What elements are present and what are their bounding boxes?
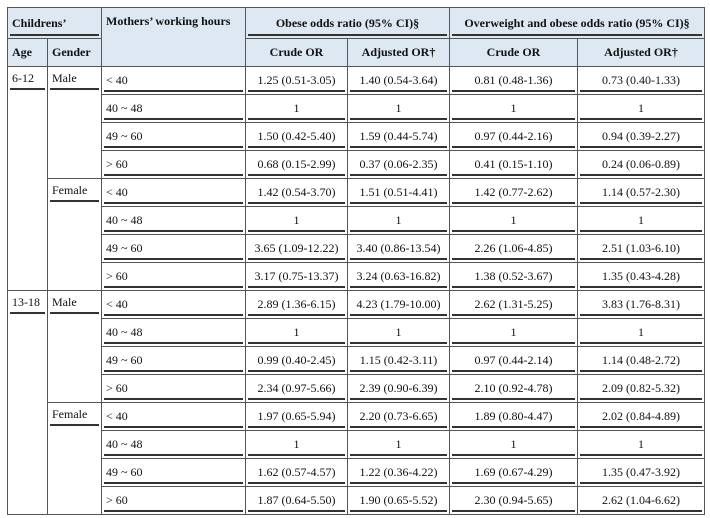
cell-value: 1	[395, 213, 402, 227]
obese-adjusted-or-cell	[348, 347, 450, 375]
gender-cell	[48, 67, 102, 179]
overweight-crude-or-cell	[450, 263, 578, 291]
cell-value: 1	[510, 437, 517, 451]
obese-crude-or-cell	[246, 151, 348, 179]
obese-crude-or-cell	[246, 291, 348, 319]
cell-value: 0.94 (0.39-2.27)	[602, 129, 680, 143]
age-group-cell	[8, 67, 48, 291]
table-row	[8, 235, 705, 263]
cell-value: 4.23 (1.79-10.00)	[356, 297, 441, 311]
working-hours-cell	[102, 347, 246, 375]
cell-value: 0.24 (0.06-0.89)	[602, 157, 680, 171]
cell-value: 1	[638, 101, 644, 115]
cell-value: 1.14 (0.57-2.30)	[602, 185, 680, 199]
cell-value: 1	[510, 325, 517, 339]
overweight-adjusted-or-cell	[578, 487, 705, 515]
overweight-crude-or-cell	[450, 487, 578, 515]
working-hours-cell	[102, 459, 246, 487]
cell-value: 1	[510, 213, 517, 227]
table-row	[8, 459, 705, 487]
overweight-adjusted-or-cell	[578, 67, 705, 95]
table-row	[8, 347, 705, 375]
obese-crude-or-cell	[246, 347, 348, 375]
table-row	[8, 375, 705, 403]
cell-value: 0.81 (0.48-1.36)	[474, 73, 553, 87]
cell-value: 2.26 (1.06-4.85)	[474, 241, 553, 255]
header-row-1	[8, 8, 705, 39]
cell-value: 1	[293, 213, 300, 227]
working-hours-cell	[102, 207, 246, 235]
cell-value: 40 ~ 48	[106, 325, 143, 339]
working-hours-cell	[102, 67, 246, 95]
cell-value: < 40	[106, 73, 128, 87]
cell-value: 40 ~ 48	[106, 213, 143, 227]
overweight-adjusted-or-cell	[578, 123, 705, 151]
cell-value: 3.40 (0.86-13.54)	[356, 241, 441, 255]
obese-adjusted-or-cell	[348, 291, 450, 319]
cell-value: 1	[395, 437, 402, 451]
overweight-adjusted-or-cell	[578, 375, 705, 403]
cell-value: 1.14 (0.48-2.72)	[602, 353, 680, 367]
cell-value: 1.51 (0.51-4.41)	[359, 185, 438, 199]
cell-value: 0.97 (0.44-2.16)	[474, 129, 553, 143]
gender-label: Male	[52, 71, 77, 85]
cell-value: > 60	[106, 493, 128, 507]
overweight-crude-or-cell	[450, 347, 578, 375]
cell-value: 40 ~ 48	[106, 437, 143, 451]
obese-crude-or-cell	[246, 459, 348, 487]
cell-value: 2.20 (0.73-6.65)	[359, 409, 438, 423]
obese-crude-or-cell	[246, 403, 348, 431]
working-hours-cell	[102, 263, 246, 291]
obese-adjusted-or-cell	[348, 403, 450, 431]
table-row	[8, 151, 705, 179]
overweight-adjusted-or-cell	[578, 291, 705, 319]
cell-value: 1.35 (0.47-3.92)	[602, 465, 680, 479]
cell-value: 2.02 (0.84-4.89)	[602, 409, 680, 423]
obese-adjusted-or-cell	[348, 487, 450, 515]
table-row	[8, 67, 705, 95]
cell-value: 1	[638, 325, 644, 339]
cell-value: 1.42 (0.54-3.70)	[257, 185, 336, 199]
table-row	[8, 95, 705, 123]
header-overweight-obese-odds-ratio: Overweight and obese odds ratio (95% CI)§	[450, 8, 705, 39]
obese-crude-or-cell	[246, 263, 348, 291]
cell-value: 1.87 (0.64-5.50)	[257, 493, 336, 507]
table-row	[8, 403, 705, 431]
obese-adjusted-or-cell	[348, 431, 450, 459]
header-childrens: Childrens’	[8, 8, 102, 39]
obese-adjusted-or-cell	[348, 95, 450, 123]
cell-value: 1.69 (0.67-4.29)	[474, 465, 553, 479]
cell-value: 2.34 (0.97-5.66)	[257, 381, 336, 395]
overweight-crude-or-cell	[450, 235, 578, 263]
obese-adjusted-or-cell	[348, 123, 450, 151]
cell-value: 1	[395, 101, 402, 115]
cell-value: > 60	[106, 157, 128, 171]
cell-value: 1.25 (0.51-3.05)	[257, 73, 336, 87]
header-adjusted-or-obese: Adjusted OR†	[348, 39, 450, 67]
cell-value: 1	[510, 101, 517, 115]
overweight-adjusted-or-cell	[578, 431, 705, 459]
overweight-crude-or-cell	[450, 95, 578, 123]
gender-cell	[48, 291, 102, 403]
gender-cell	[48, 179, 102, 291]
gender-cell	[48, 403, 102, 515]
age-group-label: 6-12	[12, 71, 34, 85]
cell-value: 1	[638, 213, 644, 227]
overweight-crude-or-cell	[450, 319, 578, 347]
overweight-crude-or-cell	[450, 67, 578, 95]
working-hours-cell	[102, 487, 246, 515]
obese-adjusted-or-cell	[348, 375, 450, 403]
overweight-crude-or-cell	[450, 207, 578, 235]
cell-value: < 40	[106, 297, 128, 311]
cell-value: 2.62 (1.04-6.62)	[602, 493, 680, 507]
cell-value: 0.73 (0.40-1.33)	[602, 73, 680, 87]
cell-value: 2.62 (1.31-5.25)	[474, 297, 553, 311]
cell-value: 2.30 (0.94-5.65)	[474, 493, 553, 507]
header-obese-odds-ratio: Obese odds ratio (95% CI)§	[246, 8, 450, 39]
cell-value: 1.89 (0.80-4.47)	[474, 409, 553, 423]
overweight-adjusted-or-cell	[578, 459, 705, 487]
cell-value: 40 ~ 48	[106, 101, 143, 115]
cell-value: 0.37 (0.06-2.35)	[359, 157, 438, 171]
overweight-adjusted-or-cell	[578, 151, 705, 179]
working-hours-cell	[102, 123, 246, 151]
overweight-adjusted-or-cell	[578, 319, 705, 347]
obese-crude-or-cell	[246, 179, 348, 207]
overweight-crude-or-cell	[450, 179, 578, 207]
cell-value: 1.59 (0.44-5.74)	[359, 129, 438, 143]
cell-value: 2.10 (0.92-4.78)	[474, 381, 553, 395]
overweight-adjusted-or-cell	[578, 347, 705, 375]
obese-adjusted-or-cell	[348, 235, 450, 263]
cell-value: 1.38 (0.52-3.67)	[474, 269, 553, 283]
cell-value: < 40	[106, 185, 128, 199]
working-hours-cell	[102, 151, 246, 179]
cell-value: 49 ~ 60	[106, 129, 143, 143]
cell-value: 1.90 (0.65-5.52)	[359, 493, 438, 507]
header-gender: Gender	[48, 39, 102, 67]
obese-crude-or-cell	[246, 95, 348, 123]
obese-adjusted-or-cell	[348, 263, 450, 291]
obese-crude-or-cell	[246, 375, 348, 403]
obese-adjusted-or-cell	[348, 179, 450, 207]
table-row	[8, 431, 705, 459]
cell-value: 1.50 (0.42-5.40)	[257, 129, 336, 143]
obese-crude-or-cell	[246, 487, 348, 515]
gender-label: Female	[52, 183, 88, 197]
header-age: Age	[8, 39, 48, 67]
header-crude-or-obese: Crude OR	[246, 39, 348, 67]
table-row	[8, 291, 705, 319]
cell-value: 0.41 (0.15-1.10)	[474, 157, 553, 171]
obese-adjusted-or-cell	[348, 67, 450, 95]
obese-crude-or-cell	[246, 67, 348, 95]
header-adjusted-or-overweight: Adjusted OR†	[578, 39, 705, 67]
obese-crude-or-cell	[246, 319, 348, 347]
cell-value: 2.09 (0.82-5.32)	[602, 381, 680, 395]
table-container	[7, 7, 704, 515]
gender-label: Male	[52, 295, 77, 309]
overweight-adjusted-or-cell	[578, 207, 705, 235]
obese-adjusted-or-cell	[348, 319, 450, 347]
cell-value: 1	[395, 325, 402, 339]
overweight-adjusted-or-cell	[578, 235, 705, 263]
overweight-crude-or-cell	[450, 291, 578, 319]
cell-value: 1.35 (0.43-4.28)	[602, 269, 680, 283]
cell-value: 3.24 (0.63-16.82)	[356, 269, 441, 283]
working-hours-cell	[102, 375, 246, 403]
table-row	[8, 207, 705, 235]
cell-value: 2.51 (1.03-6.10)	[602, 241, 680, 255]
overweight-crude-or-cell	[450, 431, 578, 459]
working-hours-cell	[102, 291, 246, 319]
cell-value: > 60	[106, 269, 128, 283]
working-hours-cell	[102, 431, 246, 459]
cell-value: 2.39 (0.90-6.39)	[359, 381, 438, 395]
cell-value: 49 ~ 60	[106, 241, 143, 255]
cell-value: 1	[638, 437, 644, 451]
header-mothers-working-hours: Mothers’ working hours	[102, 8, 246, 67]
cell-value: 1.62 (0.57-4.57)	[257, 465, 336, 479]
working-hours-cell	[102, 235, 246, 263]
age-group-cell	[8, 291, 48, 515]
working-hours-cell	[102, 95, 246, 123]
cell-value: 0.68 (0.15-2.99)	[257, 157, 336, 171]
table-row	[8, 319, 705, 347]
cell-value: 3.83 (1.76-8.31)	[602, 297, 680, 311]
overweight-crude-or-cell	[450, 375, 578, 403]
cell-value: 1	[293, 437, 300, 451]
cell-value: 1.15 (0.42-3.11)	[359, 353, 438, 367]
table-row	[8, 123, 705, 151]
header-crude-or-overweight: Crude OR	[450, 39, 578, 67]
obese-crude-or-cell	[246, 123, 348, 151]
overweight-crude-or-cell	[450, 403, 578, 431]
cell-value: 2.89 (1.36-6.15)	[257, 297, 336, 311]
obese-crude-or-cell	[246, 207, 348, 235]
cell-value: 0.99 (0.40-2.45)	[257, 353, 336, 367]
cell-value: 1.40 (0.54-3.64)	[359, 73, 438, 87]
working-hours-cell	[102, 319, 246, 347]
working-hours-cell	[102, 179, 246, 207]
cell-value: 49 ~ 60	[106, 353, 143, 367]
odds-ratio-table	[7, 7, 705, 515]
cell-value: 1.22 (0.36-4.22)	[359, 465, 438, 479]
obese-adjusted-or-cell	[348, 459, 450, 487]
overweight-crude-or-cell	[450, 123, 578, 151]
cell-value: 1	[293, 101, 300, 115]
obese-adjusted-or-cell	[348, 151, 450, 179]
table-body	[8, 67, 705, 515]
cell-value: 3.65 (1.09-12.22)	[254, 241, 339, 255]
cell-value: 3.17 (0.75-13.37)	[254, 269, 339, 283]
cell-value: 0.97 (0.44-2.14)	[474, 353, 553, 367]
overweight-adjusted-or-cell	[578, 403, 705, 431]
overweight-crude-or-cell	[450, 459, 578, 487]
overweight-crude-or-cell	[450, 151, 578, 179]
gender-label: Female	[52, 407, 88, 421]
cell-value: < 40	[106, 409, 128, 423]
cell-value: 1	[293, 325, 300, 339]
overweight-adjusted-or-cell	[578, 95, 705, 123]
obese-crude-or-cell	[246, 235, 348, 263]
obese-crude-or-cell	[246, 431, 348, 459]
cell-value: 1.97 (0.65-5.94)	[257, 409, 336, 423]
cell-value: 49 ~ 60	[106, 465, 143, 479]
overweight-adjusted-or-cell	[578, 179, 705, 207]
table-row	[8, 487, 705, 515]
table-row	[8, 263, 705, 291]
table-row	[8, 179, 705, 207]
obese-adjusted-or-cell	[348, 207, 450, 235]
cell-value: 1.42 (0.77-2.62)	[474, 185, 553, 199]
working-hours-cell	[102, 403, 246, 431]
age-group-label: 13-18	[12, 295, 40, 309]
cell-value: > 60	[106, 381, 128, 395]
overweight-adjusted-or-cell	[578, 263, 705, 291]
